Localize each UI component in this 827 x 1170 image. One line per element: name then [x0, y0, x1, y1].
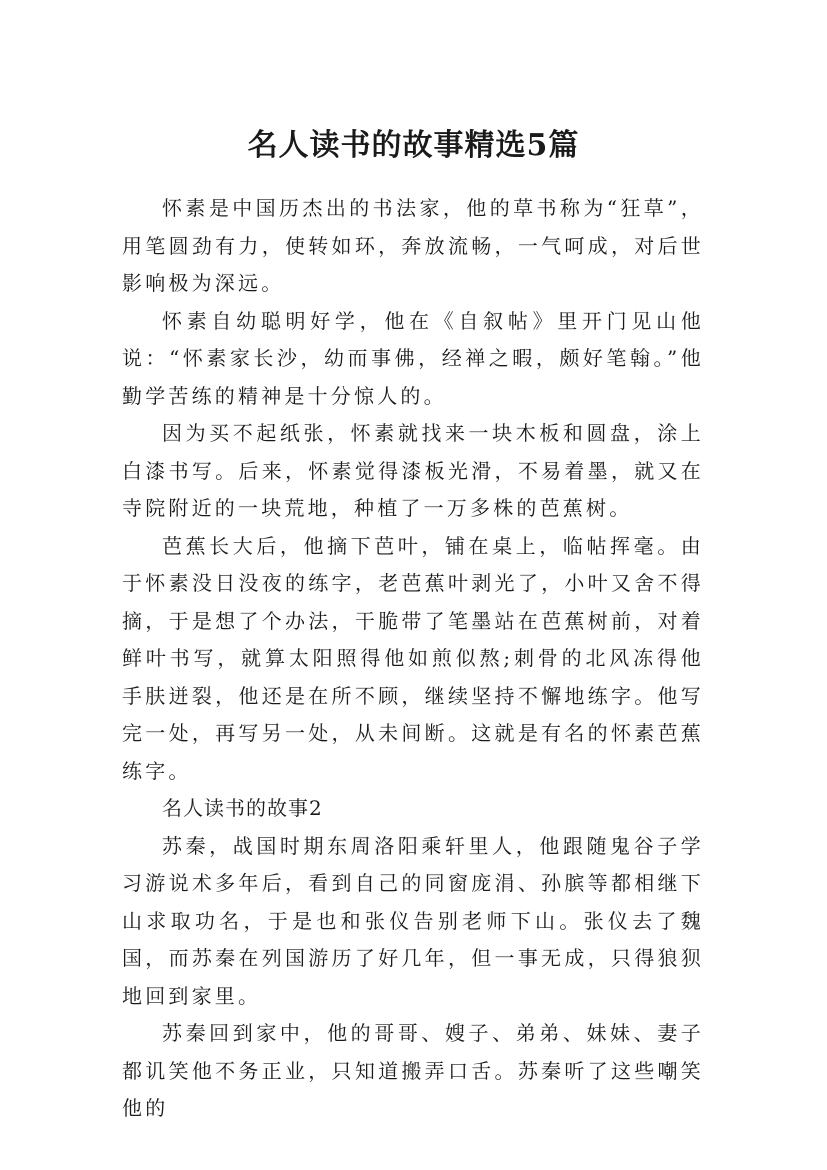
paragraph: 怀素自幼聪明好学，他在《自叙帖》里开门见山他说：“怀素家长沙，幼而事佛，经禅之暇，颇好笔翰。”他勤学苦练的精神是十分惊人的。 — [122, 308, 704, 408]
paragraph: 苏秦回到家中，他的哥哥、嫂子、弟弟、妹妹、妻子都讥笑他不务正业，只知道搬弄口舌。苏秦听了这些嘲笑他的 — [122, 1021, 704, 1120]
section-heading: 名人读书的故事2 — [162, 796, 323, 820]
paragraph: 怀素是中国历杰出的书法家，他的草书称为“狂草”，用笔圆劲有力，使转如环，奔放流畅，一气呵成，对后世影响极为深远。 — [122, 196, 704, 295]
paragraph: 因为买不起纸张，怀素就找来一块木板和圆盘，涂上白漆书写。后来，怀素觉得漆板光滑，不易着墨，就又在寺院附近的一块荒地，种植了一万多株的芭蕉树。 — [122, 421, 704, 520]
paragraph: 芭蕉长大后，他摘下芭叶，铺在桌上，临帖挥毫。由于怀素没日没夜的练字，老芭蕉叶剥光了，小叶又舍不得摘，于是想了个办法，干脆带了笔墨站在芭蕉树前，对着鲜叶书写，就算太阳照得他如煎似熬;刺骨的北风冻得他手肤迸裂，他还是在所不顾，继续坚持不懈地练字。他写完一处，再写另一处，从未间断。这就是有名的怀素芭蕉练字。 — [122, 533, 704, 783]
document-title: 名人读书的故事精选5篇 — [247, 128, 580, 164]
document-body — [122, 190, 704, 1128]
paragraph: 苏秦，战国时期东周洛阳乘轩里人，他跟随鬼谷子学习游说术多年后，看到自己的同窗庞涓、孙膑等都相继下山求取功名，于是也和张仪告别老师下山。张仪去了魏国，而苏秦在列国游历了好几年，但一事无成，只得狼狈地回到家里。 — [122, 833, 704, 1008]
